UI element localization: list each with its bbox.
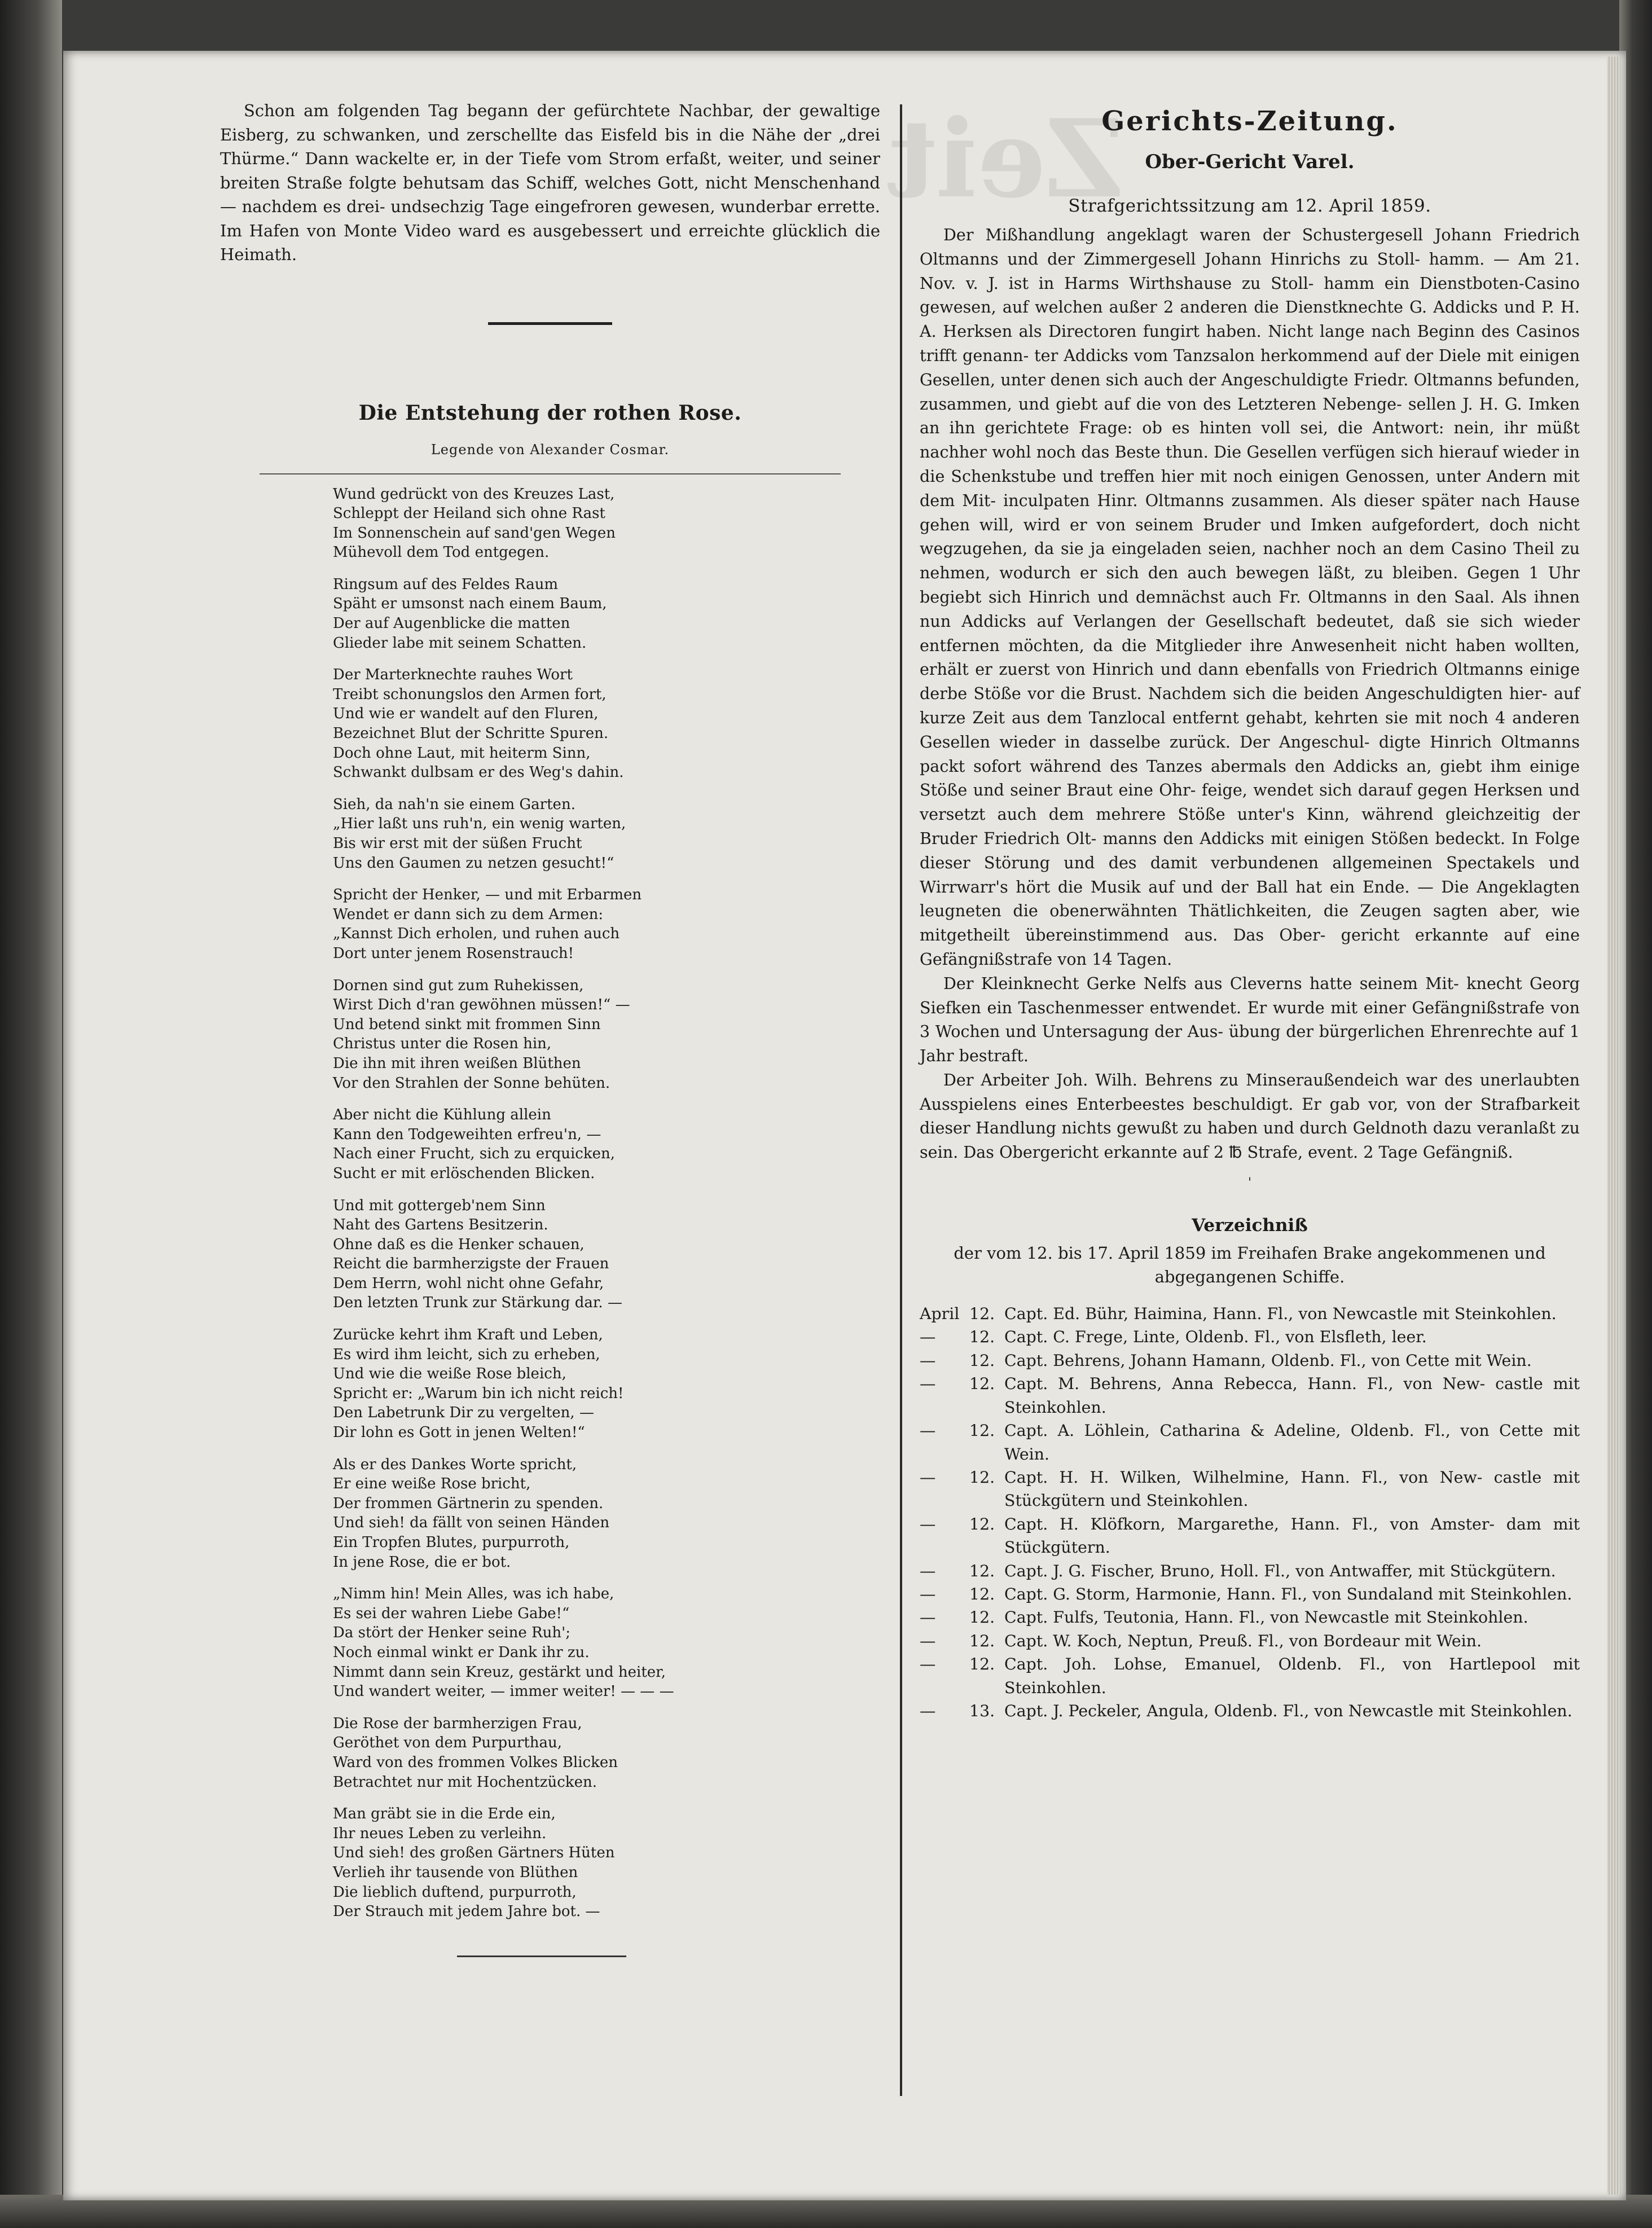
poem-line: Ringsum auf des Feldes Raum [333,575,559,593]
poem-line: Zurücke kehrt ihm Kraft und Leben, [333,1326,603,1344]
poem-line: Wendet er dann sich zu dem Armen: [333,906,604,923]
entry-day: 12. [969,1584,995,1603]
register-entry [920,1606,1580,1629]
poem-line: Ward von des frommen Volkes Blicken [333,1754,618,1771]
register-entry [920,1513,1580,1559]
court-report-1: Der Mißhandlung angeklagt waren der Schustergesell Johann Friedrich Oltmanns und der Zimmergesell Johann Hinrichs zu Stoll- hamm. — Am 21. Nov. v. J. ist in Harms Wirthshause zu Stoll- hamm ein Dienstboten-Casino gewesen, auf welchen außer 2 anderen die Dienstknechte G. Addicks und P. H. A. Herksen als Directoren fungirt haben. Nicht lange nach Beginn des Casinos trifft genann- ter Addicks vom Tanzsalon herkommend auf der Diele mit einigen Gesellen, unter denen sich auch der Angeschuldigte Friedr. Oltmanns befunden, zusammen, und giebt auf die von des Letzteren Nebenge- sellen J. H. G. Imken an ihn gerichtete Frage: ob es hinten voll sei, die Antwort: nein, ihr müßt nachher wohl noch das Beste thun. Die Gesellen verfügen sich hierauf wieder in die Schenkstube und treffen hier mit noch einigen Genossen, unter Andern mit dem Mit- inculpaten Hinr. Oltmanns zusammen. Als dieser später nach Hause gehen will, wird er von seinem Bruder und Imken aufgefordert, doch nicht wegzugehen, da sie ja eingeladen seien, nachher noch an dem Casino Theil zu nehmen, wodurch er sich den auch bewegen läßt, zu bleiben. Gegen 1 Uhr begiebt sich Hinrich und demnächst auch Fr. Oltmanns in den Saal. Als ihnen nun Addicks auf Verlangen der Gesellschaft bedeutet, daß sie sich wieder entfernen möchten, da die Mitglieder ihre Anwesenheit nicht haben wollten, erhält er zuerst von Hinrich und dann ebenfalls von Friedrich Oltmanns einige derbe Stöße vor die Brust. Nachdem sich die beiden Angeschuldigten hier- auf kurze Zeit aus dem Tanzlocal entfernt gehabt, kehrten sie mit noch 4 anderen Gesellen wieder in dasselbe zurück. Der Angeschul- digte Hinrich Oltmanns packt sofort während des Tanzes abermals den Addicks an, giebt ihm einige Stöße und seiner Braut eine Ohr- feige, wendet sich darauf gegen Herksen und versetzt auch dem mehrere Stöße unter's Kinn, während gleichzeitig der Bruder Friedrich Olt- manns den Addicks mit einigen Stößen bedeckt. In Folge dieser Störung und des damit verbundenen allgemeinen Spectakels und Wirrwarr's hört die Musik auf und der Ball hat ein Ende. — Die Angeklagten leugneten die obenerwähnten Thätlichkeiten, die Zeugen sagten aber, wie mitgetheilt übereinstimmend aus. Das Ober- gericht erkannte auf eine Gefängnißstrafe von 14 Tagen. [920,225,1580,969]
section-rule [488,322,612,325]
poem-line: Und sieh! da fällt von seinen Händen [333,1514,610,1532]
poem-line: Den Labetrunk Dir zu vergelten, — [333,1404,594,1422]
poem-subtitle: Legende von Alexander Cosmar. [430,441,670,458]
poem-end-rule [457,1955,626,1957]
poem-line: Naht des Gartens Besitzerin. [333,1216,548,1234]
poem-line: „Kannst Dich erholen, und ruhen auch [333,925,620,943]
poem-stanza [333,1196,880,1313]
poem-line: Spricht der Henker, — und mit Erbarmen [333,886,642,904]
entry-text: Capt. Behrens, Johann Hamann, Oldenb. Fl., von Cette mit Wein. [1004,1351,1532,1370]
poem-line: Dort unter jenem Rosenstrauch! [333,944,574,962]
left-column [220,99,880,1957]
poem-stanza [333,795,880,873]
poem-line: Dornen sind gut zum Ruhekissen, [333,977,584,994]
entry-text: Capt. H. H. Wilken, Wilhelmine, Hann. Fl., von New- castle mit Stückgütern und Steinkohlen. [1004,1467,1580,1510]
poem-line: Glieder labe mit seinem Schatten. [333,634,587,652]
scanner-frame-left [0,0,62,2228]
poem-line: Betrachtet nur mit Hochentzücken. [333,1773,597,1791]
entry-month: — [920,1561,936,1580]
entry-month: — [920,1655,936,1674]
poem-line: Kann den Todgeweihten erfreu'n, — [333,1126,601,1143]
poem-line: Dem Herrn, wohl nicht ohne Gefahr, [333,1275,604,1292]
poem-line: Bezeichnet Blut der Schritte Spuren. [333,725,609,742]
poem-line: „Hier laßt uns ruh'n, ein wenig warten, [333,815,626,833]
poem-line: Reicht die barmherzigste der Frauen [333,1255,609,1273]
poem-line: Die lieblich duftend, purpurroth, [333,1883,577,1901]
poem-stanza [333,485,880,563]
poem-line: Und wandert weiter, — immer weiter! — — — [333,1683,674,1700]
entry-month: — [920,1421,936,1440]
poem-line: Als er des Dankes Worte spricht, [333,1456,577,1473]
entry-text: Capt. J. Peckeler, Angula, Oldenb. Fl., von Newcastle mit Steinkohlen. [1004,1701,1572,1720]
entry-day: 13. [969,1701,995,1720]
entry-text: Capt. H. Klöfkorn, Margarethe, Hann. Fl., von Amster- dam mit Stückgütern. [1004,1514,1580,1557]
register-entry [920,1559,1580,1583]
entry-text: Capt. W. Koch, Neptun, Preuß. Fl., von Bordeaur mit Wein. [1004,1631,1482,1650]
register-entry [920,1699,1580,1722]
register-entry [920,1349,1580,1372]
poem-line: Schwankt dulbsam er des Weg's dahin. [333,764,624,781]
poem-stanza [333,1105,880,1183]
poem-stanza [333,575,880,653]
entry-day: 12. [969,1374,995,1394]
poem-line: Es sei der wahren Liebe Gabe!“ [333,1605,570,1622]
poem-line: Und betend sinkt mit frommen Sinn [333,1016,601,1033]
entry-month: — [920,1608,936,1627]
separator-mark: ' [1247,1176,1252,1190]
session-heading: Strafgerichtssitzung am 12. April 1859. [1068,196,1431,216]
poem-line: Verlieh ihr tausende von Blüthen [333,1864,578,1881]
entry-month: — [920,1467,936,1487]
poem-line: Mühevoll dem Tod entgegen. [333,544,550,561]
entry-day: 12. [969,1561,995,1580]
poem-line: Die Rose der barmherzigen Frau, [333,1715,582,1732]
poem-line: Und wie er wandelt auf den Fluren, [333,705,599,723]
register-entry [920,1466,1580,1513]
poem-line: Geröthet von dem Purpurthau, [333,1734,563,1752]
poem-line: Der Marterknechte rauhes Wort [333,666,573,684]
right-column [920,99,1580,1722]
register-title: Verzeichniß [1192,1215,1308,1236]
court-heading: Ober-Gericht Varel. [1145,151,1355,173]
poem-line: Da stört der Henker seine Ruh'; [333,1624,570,1642]
entry-day: 12. [969,1467,995,1487]
entry-month: — [920,1584,936,1603]
poem-line: Spricht er: „Warum bin ich nicht reich! [333,1385,624,1402]
poem-line: Vor den Strahlen der Sonne behüten. [333,1074,610,1092]
register-entry [920,1653,1580,1699]
poem-line: Sieh, da nah'n sie einem Garten. [333,796,575,813]
poem-line: Er eine weiße Rose bricht, [333,1475,531,1493]
poem-line: Und wie die weiße Rose bleich, [333,1365,566,1383]
register-subtitle: der vom 12. bis 17. April 1859 im Freihafen Brake angekommenen und abgegangenen Schiffe. [954,1243,1546,1287]
poem-line: Der frommen Gärtnerin zu spenden. [333,1495,604,1512]
entry-text: Capt. M. Behrens, Anna Rebecca, Hann. Fl., von New- castle mit Steinkohlen. [1004,1374,1580,1417]
poem-line: Sucht er mit erlöschenden Blicken. [333,1164,595,1182]
poem-stanza [333,1455,880,1572]
poem-line: Nach einer Frucht, sich zu erquicken, [333,1145,616,1163]
register-entry [920,1325,1580,1348]
poem-stanza [333,976,880,1093]
ship-register [920,1302,1580,1722]
poem-line: Doch ohne Laut, mit heiterm Sinn, [333,744,591,762]
poem-line: Der auf Augenblicke die matten [333,615,570,632]
poem-line: „Nimm hin! Mein Alles, was ich habe, [333,1585,614,1603]
entry-day: 12. [969,1304,995,1324]
page-edge [1607,56,1620,2195]
entry-text: Capt. Ed. Bühr, Haimina, Hann. Fl., von Newcastle mit Steinkohlen. [1004,1304,1557,1324]
poem-line: Noch einmal winkt er Dank ihr zu. [333,1643,590,1661]
poem-line: Treibt schonungslos den Armen fort, [333,685,607,703]
entry-day: 12. [969,1351,995,1370]
poem-body [220,485,880,1922]
entry-month: — [920,1701,936,1720]
entry-month: April [920,1304,960,1324]
entry-text: Capt. A. Löhlein, Catharina & Adeline, Oldenb. Fl., von Cette mit Wein. [1004,1421,1580,1464]
poem-line: Ihr neues Leben zu verleihn. [333,1825,547,1842]
poem-rule [260,473,841,474]
poem-stanza [333,665,880,783]
poem-line: Und sieh! des großen Gärtners Hüten [333,1844,615,1862]
poem-title: Die Entstehung der rothen Rose. [358,401,742,425]
poem-line: Wund gedrückt von des Kreuzes Last, [333,485,615,503]
entry-day: 12. [969,1328,995,1347]
court-report-3: Der Arbeiter Joh. Wilh. Behrens zu Minseraußendeich war des unerlaubten Ausspielens eines Enterbeestes beschuldigt. Er gab vor, von der Strafbarkeit dieser Handlung nichts gewußt zu haben und durch Geldnoth dazu veranlaßt zu sein. Das Obergericht erkannte auf 2 ℔ Strafe, event. 2 Tage Gefängniß. [920,1070,1580,1162]
entry-day: 12. [969,1608,995,1627]
poem-stanza [333,1584,880,1702]
poem-line: Im Sonnenschein auf sand'gen Wegen [333,524,616,542]
poem-line: Es wird ihm leicht, sich zu erheben, [333,1346,600,1363]
entry-month: — [920,1351,936,1370]
intro-paragraph: Schon am folgenden Tag begann der gefürchtete Nachbar, der gewaltige Eisberg, zu schwanken, und zerschellte das Eisfeld bis in die Nähe der „drei Thürme.“ Dann wackelte er, in der Tiefe vom Strom erfaßt, weiter, und seiner breiten Straße folgte behutsam das Schiff, welches Gott, nicht Menschenhand — nachdem es drei- undsechzig Tage eingefroren gewesen, wunderbar errette. Im Hafen von Monte Video ward es ausgebessert und erreichte glücklich die Heimath. [220,101,880,264]
entry-text: Capt. Fulfs, Teutonia, Hann. Fl., von Newcastle mit Steinkohlen. [1004,1608,1528,1627]
register-entry [920,1629,1580,1653]
poem-stanza [333,1804,880,1922]
register-entry [920,1419,1580,1466]
register-entry [920,1302,1580,1325]
poem-line: Christus unter die Rosen hin, [333,1035,552,1053]
poem-line: Die ihn mit ihren weißen Blüthen [333,1054,581,1072]
entry-text: Capt. C. Frege, Linte, Oldenb. Fl., von Elsfleth, leer. [1004,1328,1427,1347]
poem-line: Dir lohn es Gott in jenen Welten!“ [333,1424,585,1442]
poem-stanza [333,1714,880,1792]
entry-month: — [920,1631,936,1650]
column-divider [900,104,902,2096]
poem-line: In jene Rose, die er bot. [333,1553,511,1571]
poem-line: Ohne daß es die Henker schauen, [333,1236,585,1253]
entry-day: 12. [969,1421,995,1440]
entry-day: 12. [969,1655,995,1674]
poem-line: Und mit gottergeb'nem Sinn [333,1197,546,1214]
entry-month: — [920,1514,936,1533]
poem-line: Bis wir erst mit der süßen Frucht [333,835,582,852]
entry-text: Capt. J. G. Fischer, Bruno, Holl. Fl., von Antwaffer, mit Stückgütern. [1004,1561,1556,1580]
poem-line: Den letzten Trunk zur Stärkung dar. — [333,1294,622,1312]
section-heading: Gerichts-Zeitung. [1101,106,1398,137]
poem-line: Schleppt der Heiland sich ohne Rast [333,505,605,522]
poem-line: Wirst Dich d'ran gewöhnen müssen!“ — [333,996,630,1014]
poem-line: Ein Tropfen Blutes, purpurroth, [333,1534,570,1551]
register-entry [920,1372,1580,1419]
entry-month: — [920,1328,936,1347]
entry-day: 12. [969,1514,995,1533]
entry-text: Capt. Joh. Lohse, Emanuel, Oldenb. Fl., von Hartlepool mit Steinkohlen. [1004,1655,1580,1697]
entry-day: 12. [969,1631,995,1650]
poem-stanza [333,1325,880,1443]
poem-line: Aber nicht die Kühlung allein [333,1106,551,1124]
poem-line: Der Strauch mit jedem Jahre bot. — [333,1903,600,1921]
entry-text: Capt. G. Storm, Harmonie, Hann. Fl., von Sundaland mit Steinkohlen. [1004,1584,1572,1603]
poem-line: Späht er umsonst nach einem Baum, [333,595,607,613]
entry-month: — [920,1374,936,1394]
poem-line: Man gräbt sie in die Erde ein, [333,1805,556,1823]
poem-line: Uns den Gaumen zu netzen gesucht!“ [333,854,614,872]
register-entry [920,1583,1580,1606]
bleed-through-masthead: Zeit [887,96,1124,222]
court-report-2: Der Kleinknecht Gerke Nelfs aus Cleverns hatte seinem Mit- knecht Georg Siefken ein Taschenmesser entwendet. Er wurde mit einer Gefängnißstrafe von 3 Wochen und Untersagung der Aus- übung der bürgerlichen Ehrenrechte auf 1 Jahr bestraft. [920,973,1580,1066]
poem-stanza [333,885,880,963]
poem-line: Nimmt dann sein Kreuz, gestärkt und heiter, [333,1663,666,1681]
